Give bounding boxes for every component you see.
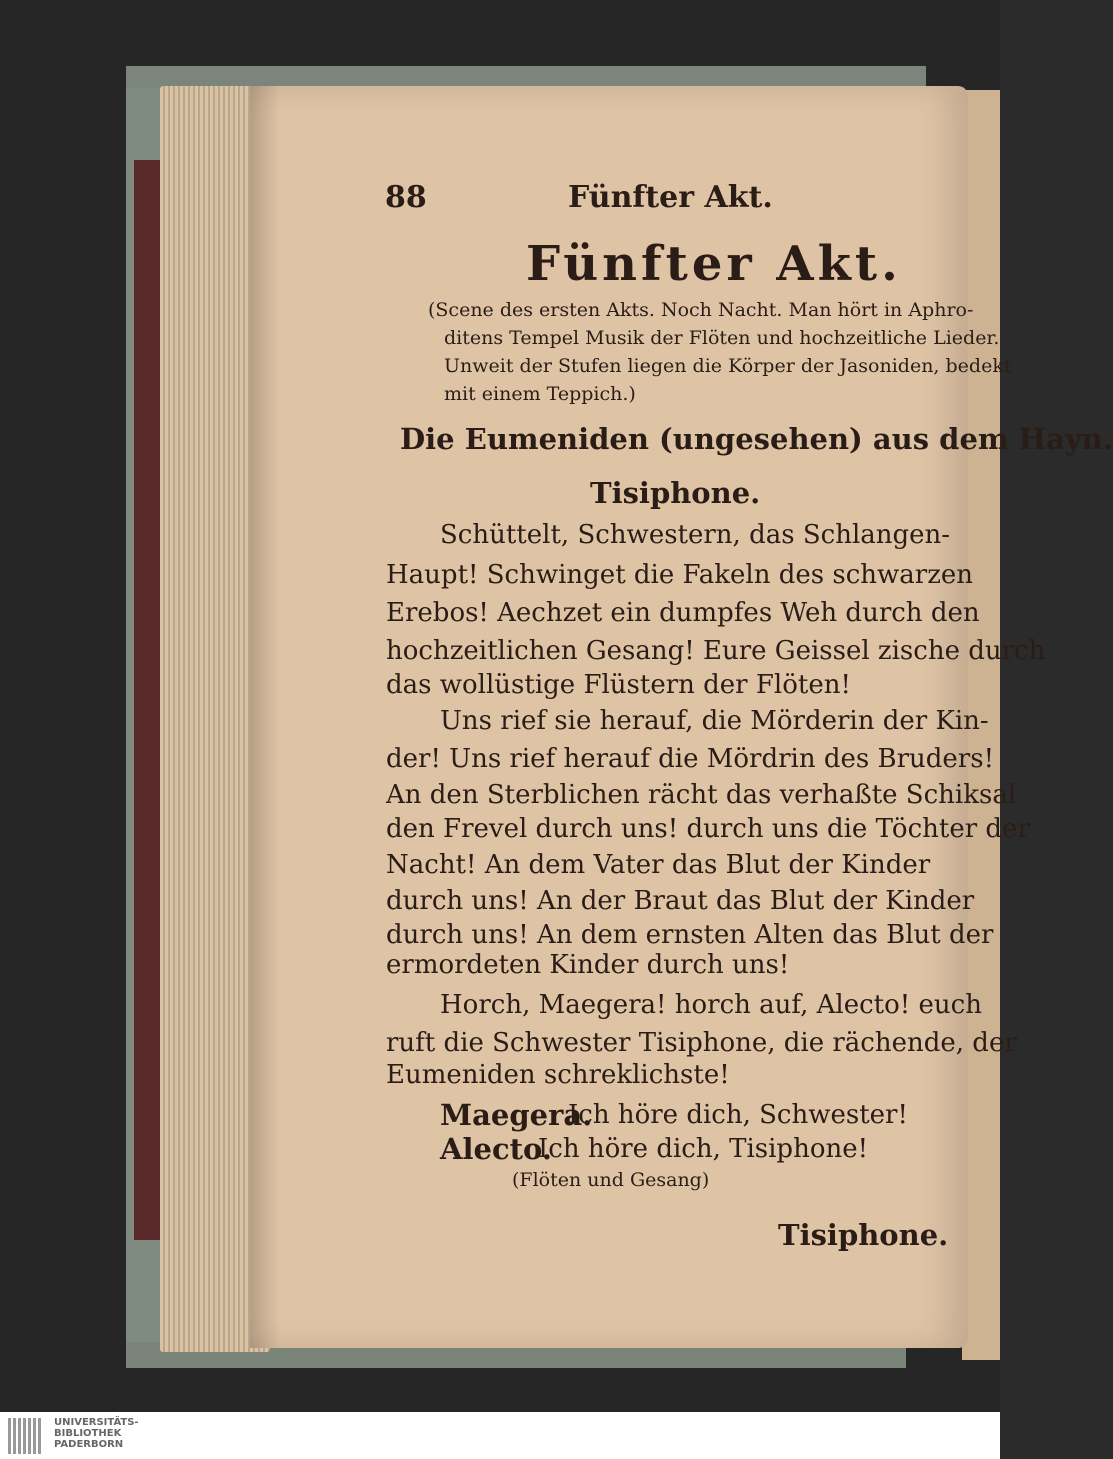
scene-heading: Die Eumeniden (ungesehen) aus dem Hayn. [400, 422, 1113, 456]
text-line: Erebos! Aechzet ein dumpfes Weh durch den [386, 598, 980, 628]
maegera-line: Ich höre dich, Schwester! [568, 1100, 908, 1130]
text-line: ruft die Schwester Tisiphone, die rächende, der [386, 1028, 1017, 1058]
text-line: ermordeten Kinder durch uns! [386, 950, 790, 980]
text-line: Schüttelt, Schwestern, das Schlangen- [440, 520, 951, 550]
music-direction: (Flöten und Gesang) [512, 1169, 710, 1191]
act-title: Fünfter Akt. [526, 236, 902, 292]
gutter-shadow [250, 86, 280, 1348]
page-number: 88 [385, 180, 427, 215]
book-cover-top [126, 66, 926, 88]
catchword: Tisiphone. [778, 1218, 949, 1252]
text-line: das wollüstige Flüstern der Flöten! [386, 670, 851, 700]
speaker-alecto: Alecto. [440, 1132, 552, 1166]
text-line: hochzeitlichen Gesang! Eure Geissel zische durch [386, 636, 1046, 666]
text-line: Uns rief sie herauf, die Mörderin der Kin- [440, 706, 989, 736]
stage-direction-line: mit einem Teppich.) [444, 383, 636, 405]
text-line: den Frevel durch uns! durch uns die Töchter der [386, 814, 1030, 844]
speaker-maegera: Maegera. [440, 1098, 593, 1132]
text-line: Nacht! An dem Vater das Blut der Kinder [386, 850, 931, 880]
text-line: durch uns! An dem ernsten Alten das Blut der [386, 920, 994, 950]
speaker-tisiphone: Tisiphone. [590, 476, 761, 510]
text-line: Horch, Maegera! horch auf, Alecto! euch [440, 990, 982, 1020]
stage-direction-line: (Scene des ersten Akts. Noch Nacht. Man hört in Aphro- [428, 299, 974, 321]
stage-direction-line: Unweit der Stufen liegen die Körper der Jasoniden, bedekt [444, 355, 1012, 377]
running-head: Fünfter Akt. [568, 180, 773, 215]
text-line: An den Sterblichen rächt das verhaßte Schiksal [386, 780, 1017, 810]
alecto-line: Ich höre dich, Tisiphone! [538, 1134, 869, 1164]
library-name-line: BIBLIOTHEK [54, 1428, 122, 1439]
book-cover-inner [134, 160, 162, 1240]
footer-bar [0, 1412, 1000, 1459]
library-name-line: UNIVERSITÄTS- [54, 1417, 139, 1428]
text-line: Eumeniden schreklichste! [386, 1060, 730, 1090]
stage-direction-line: ditens Tempel Musik der Flöten und hochzeitliche Lieder. [444, 327, 1000, 349]
library-name [54, 1417, 139, 1450]
text-line: der! Uns rief herauf die Mördrin des Bruders! [386, 744, 995, 774]
text-line: Haupt! Schwinget die Fakeln des schwarzen [386, 560, 974, 590]
library-name-line: PADERBORN [54, 1439, 124, 1450]
library-logo-icon [8, 1418, 48, 1454]
text-line: durch uns! An der Braut das Blut der Kinder [386, 886, 975, 916]
